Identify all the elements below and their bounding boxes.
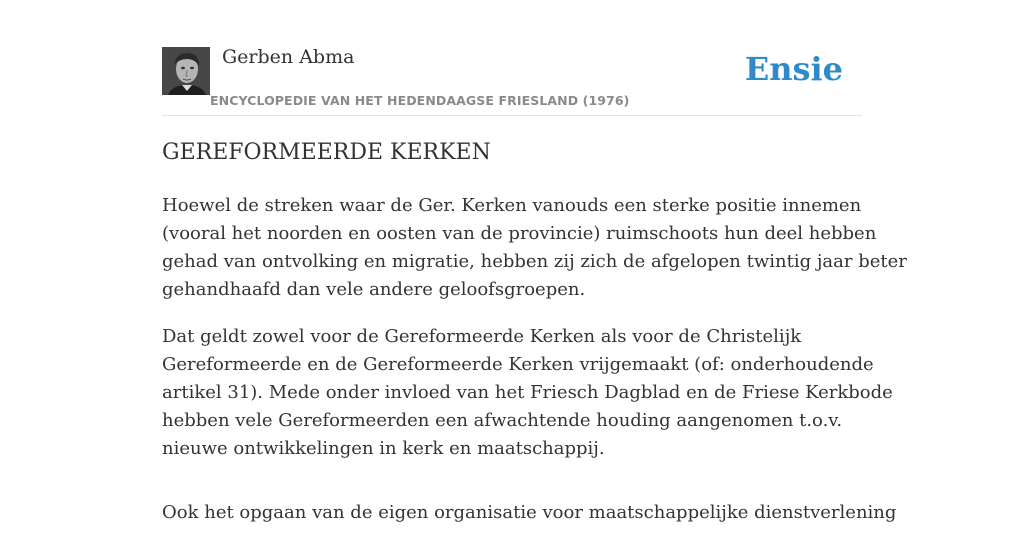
paragraph-3: [162, 499, 897, 527]
article-title: GEREFORMEERDE KERKEN: [162, 140, 491, 165]
paragraph-line: nieuwe ontwikkelingen in kerk en maatschappij.: [162, 438, 605, 459]
paragraph-line: (vooral het noorden en oosten van de provincie) ruimschoots hun deel hebben: [162, 223, 877, 244]
paragraph-line: Dat geldt zowel voor de Gereformeerde Kerken als voor de Christelijk: [162, 326, 802, 347]
paragraph-line: gehandhaafd dan vele andere geloofsgroepen.: [162, 279, 586, 300]
paragraph-line: Hoewel de streken waar de Ger. Kerken vanouds een sterke positie innemen: [162, 195, 862, 216]
source-label[interactable]: ENCYCLOPEDIE VAN HET HEDENDAAGSE FRIESLAND (1976): [210, 93, 630, 108]
paragraph-line: hebben vele Gereformeerden een afwachtende houding aangenomen t.o.v.: [162, 410, 843, 431]
paragraph-1: [162, 192, 907, 304]
article-body: [162, 192, 907, 546]
author-name[interactable]: Gerben Abma: [222, 46, 355, 68]
portrait-icon: [162, 47, 210, 95]
paragraph-line: gehad van ontvolking en migratie, hebben zij zich de afgelopen twintig jaar beter: [162, 251, 907, 272]
paragraph-line: Gereformeerde en de Gereformeerde Kerken vrijgemaakt (of: onderhoudende: [162, 354, 874, 375]
paragraph-2: [162, 323, 893, 463]
article-header: [162, 44, 862, 116]
author-avatar[interactable]: [162, 47, 210, 95]
ensie-logo[interactable]: Ensie: [744, 50, 843, 88]
paragraph-line: Ook het opgaan van de eigen organisatie voor maatschappelijke dienstverlening: [162, 502, 897, 523]
paragraph-line: artikel 31). Mede onder invloed van het Friesch Dagblad en de Friese Kerkbode: [162, 382, 893, 403]
